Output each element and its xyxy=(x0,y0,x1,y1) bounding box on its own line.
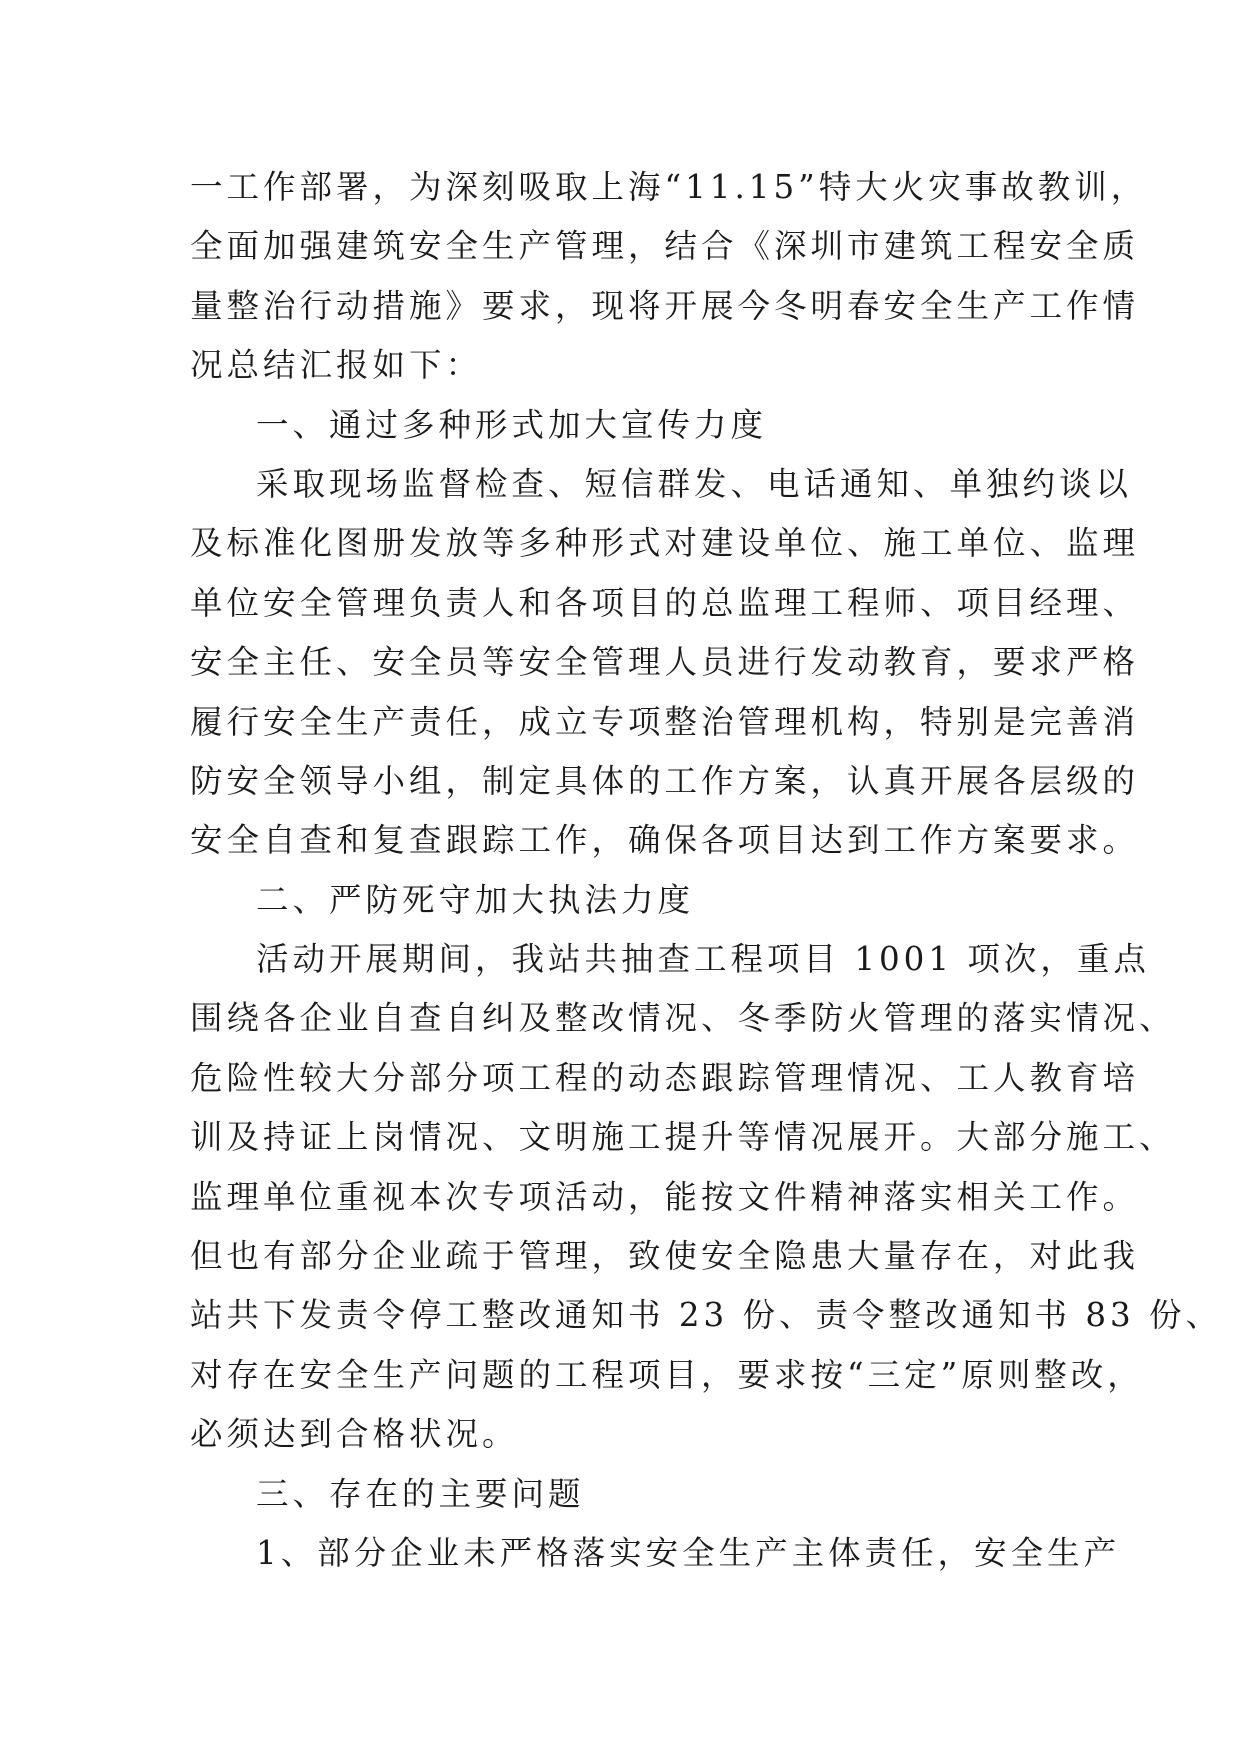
text-line: 必须达到合格状况。 xyxy=(190,1415,519,1454)
text-line: 单位安全管理负责人和各项目的总监理工程师、项目经理、 xyxy=(190,583,1140,622)
text-line: 一工作部署，为深刻吸取上海“11.15”特大火灾事故教训， xyxy=(190,168,1148,206)
text-line: 全面加强建筑安全生产管理，结合《深圳市建筑工程安全质 xyxy=(190,227,1140,266)
text-line: 安全自查和复查跟踪工作，确保各项目达到工作方案要求。 xyxy=(190,821,1140,860)
text-line: 监理单位重视本次专项活动，能按文件精神落实相关工作。 xyxy=(190,1177,1140,1216)
text-line: 安全主任、安全员等安全管理人员进行发动教育，要求严格 xyxy=(190,643,1140,682)
text-line: 量整治行动措施》要求，现将开展今冬明春安全生产工作情 xyxy=(190,286,1140,325)
paragraph-first-line: 采取现场监督检查、短信群发、电话通知、单独约谈以 xyxy=(256,464,1133,503)
paragraph-first-line: 一、通过多种形式加大宣传力度 xyxy=(256,405,768,444)
text-line: 训及持证上岗情况、文明施工提升等情况展开。大部分施工、 xyxy=(190,1118,1176,1157)
paragraph-first-line: 活动开展期间，我站共抽查工程项目 1001 项次，重点 xyxy=(256,940,1150,979)
paragraph-first-line: 三、存在的主要问题 xyxy=(256,1474,585,1513)
text-line: 围绕各企业自查自纠及整改情况、冬季防火管理的落实情况、 xyxy=(190,999,1176,1038)
text-line: 防安全领导小组，制定具体的工作方案，认真开展各层级的 xyxy=(190,761,1140,800)
text-line: 危险性较大分部分项工程的动态跟踪管理情况、工人教育培 xyxy=(190,1058,1140,1097)
text-line: 站共下发责令停工整改通知书 23 份、责令整改通知书 83 份、 xyxy=(190,1296,1223,1335)
paragraph-first-line: 1、部分企业未严格落实安全生产主体责任，安全生产 xyxy=(256,1533,1121,1572)
document-body xyxy=(190,158,1223,1583)
text-line: 履行安全生产责任，成立专项整治管理机构，特别是完善消 xyxy=(190,702,1140,741)
text-line: 对存在安全生产问题的工程项目，要求按“三定”原则整改， xyxy=(190,1355,1144,1394)
text-line: 及标准化图册发放等多种形式对建设单位、施工单位、监理 xyxy=(190,524,1140,563)
text-line: 况总结汇报如下： xyxy=(190,346,483,385)
text-line: 但也有部分企业疏于管理，致使安全隐患大量存在，对此我 xyxy=(190,1237,1140,1276)
paragraph-first-line: 二、严防死守加大执法力度 xyxy=(256,880,695,919)
